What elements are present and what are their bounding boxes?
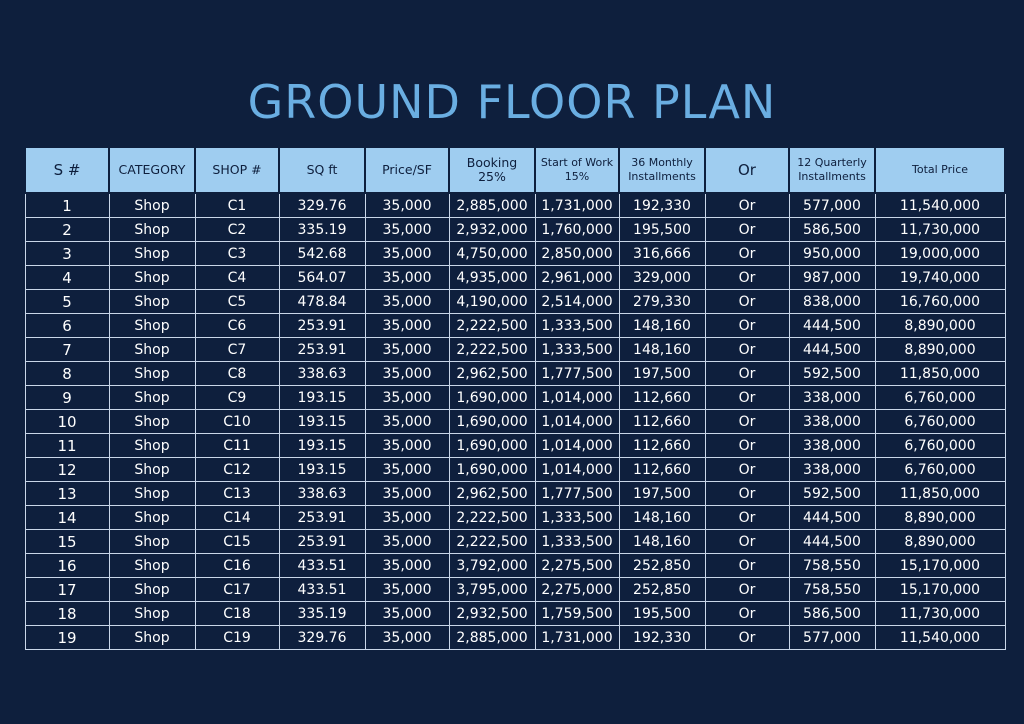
shop-cell: C4: [195, 266, 279, 290]
quarterly-installment-cell: 838,000: [789, 290, 875, 314]
start-of-work-cell: 1,014,000: [535, 386, 619, 410]
booking-cell: 4,935,000: [449, 266, 535, 290]
booking-cell: 2,885,000: [449, 626, 535, 650]
price-sf-cell: 35,000: [365, 338, 449, 362]
price-sf-cell: 35,000: [365, 578, 449, 602]
serial-cell: 13: [25, 482, 109, 506]
quarterly-installment-cell: 592,500: [789, 362, 875, 386]
quarterly-installment-cell: 577,000: [789, 193, 875, 218]
total-price-cell: 11,540,000: [875, 193, 1005, 218]
monthly-installment-cell: 195,500: [619, 602, 705, 626]
column-header-or: Or: [705, 147, 789, 193]
shop-cell: C10: [195, 410, 279, 434]
sqft-cell: 193.15: [279, 386, 365, 410]
or-cell: Or: [705, 242, 789, 266]
category-cell: Shop: [109, 530, 195, 554]
table-row: [25, 482, 1005, 506]
start-of-work-cell: 1,731,000: [535, 193, 619, 218]
price-sf-cell: 35,000: [365, 506, 449, 530]
or-cell: Or: [705, 362, 789, 386]
total-price-cell: 11,850,000: [875, 362, 1005, 386]
quarterly-installment-cell: 758,550: [789, 554, 875, 578]
category-cell: Shop: [109, 458, 195, 482]
monthly-installment-cell: 252,850: [619, 554, 705, 578]
or-cell: Or: [705, 290, 789, 314]
or-cell: Or: [705, 530, 789, 554]
serial-cell: 17: [25, 578, 109, 602]
sqft-cell: 433.51: [279, 578, 365, 602]
category-cell: Shop: [109, 410, 195, 434]
table-row: [25, 410, 1005, 434]
table-row: [25, 554, 1005, 578]
sqft-cell: 329.76: [279, 193, 365, 218]
sqft-cell: 564.07: [279, 266, 365, 290]
serial-cell: 19: [25, 626, 109, 650]
table-row: [25, 386, 1005, 410]
monthly-installment-cell: 112,660: [619, 458, 705, 482]
sqft-cell: 193.15: [279, 410, 365, 434]
serial-cell: 6: [25, 314, 109, 338]
sqft-cell: 433.51: [279, 554, 365, 578]
price-sf-cell: 35,000: [365, 362, 449, 386]
serial-cell: 8: [25, 362, 109, 386]
table-row: [25, 242, 1005, 266]
total-price-cell: 19,740,000: [875, 266, 1005, 290]
booking-cell: 1,690,000: [449, 434, 535, 458]
total-price-cell: 6,760,000: [875, 458, 1005, 482]
monthly-installment-cell: 112,660: [619, 410, 705, 434]
category-cell: Shop: [109, 362, 195, 386]
booking-cell: 2,222,500: [449, 338, 535, 362]
serial-cell: 14: [25, 506, 109, 530]
column-header-shop: SHOP #: [195, 147, 279, 193]
serial-cell: 18: [25, 602, 109, 626]
start-of-work-cell: 2,275,000: [535, 578, 619, 602]
or-cell: Or: [705, 482, 789, 506]
serial-cell: 1: [25, 193, 109, 218]
category-cell: Shop: [109, 314, 195, 338]
start-of-work-cell: 1,014,000: [535, 410, 619, 434]
total-price-cell: 8,890,000: [875, 506, 1005, 530]
shop-cell: C3: [195, 242, 279, 266]
booking-cell: 2,222,500: [449, 530, 535, 554]
booking-cell: 1,690,000: [449, 386, 535, 410]
table-row: [25, 578, 1005, 602]
sqft-cell: 335.19: [279, 602, 365, 626]
start-of-work-cell: 1,014,000: [535, 434, 619, 458]
shop-cell: C5: [195, 290, 279, 314]
monthly-installment-cell: 279,330: [619, 290, 705, 314]
serial-cell: 2: [25, 218, 109, 242]
price-sf-cell: 35,000: [365, 218, 449, 242]
total-price-cell: 15,170,000: [875, 554, 1005, 578]
monthly-installment-cell: 148,160: [619, 506, 705, 530]
price-sf-cell: 35,000: [365, 266, 449, 290]
start-of-work-cell: 1,777,500: [535, 362, 619, 386]
category-cell: Shop: [109, 242, 195, 266]
or-cell: Or: [705, 193, 789, 218]
price-sf-cell: 35,000: [365, 602, 449, 626]
quarterly-installment-cell: 987,000: [789, 266, 875, 290]
monthly-installment-cell: 195,500: [619, 218, 705, 242]
price-sf-cell: 35,000: [365, 290, 449, 314]
total-price-cell: 8,890,000: [875, 530, 1005, 554]
serial-cell: 5: [25, 290, 109, 314]
table-row: [25, 530, 1005, 554]
or-cell: Or: [705, 602, 789, 626]
monthly-installment-cell: 148,160: [619, 314, 705, 338]
shop-cell: C14: [195, 506, 279, 530]
booking-cell: 2,962,500: [449, 482, 535, 506]
column-header-sqft: SQ ft: [279, 147, 365, 193]
booking-cell: 2,962,500: [449, 362, 535, 386]
shop-cell: C13: [195, 482, 279, 506]
start-of-work-cell: 2,275,500: [535, 554, 619, 578]
category-cell: Shop: [109, 602, 195, 626]
monthly-installment-cell: 112,660: [619, 386, 705, 410]
shop-cell: C1: [195, 193, 279, 218]
category-cell: Shop: [109, 434, 195, 458]
price-sf-cell: 35,000: [365, 193, 449, 218]
category-cell: Shop: [109, 193, 195, 218]
monthly-installment-cell: 112,660: [619, 434, 705, 458]
table-row: [25, 362, 1005, 386]
price-sf-cell: 35,000: [365, 434, 449, 458]
monthly-installment-cell: 252,850: [619, 578, 705, 602]
quarterly-installment-cell: 444,500: [789, 338, 875, 362]
quarterly-installment-cell: 444,500: [789, 530, 875, 554]
table-row: [25, 218, 1005, 242]
price-sf-cell: 35,000: [365, 530, 449, 554]
or-cell: Or: [705, 434, 789, 458]
booking-cell: 1,690,000: [449, 410, 535, 434]
sqft-cell: 193.15: [279, 458, 365, 482]
booking-cell: 2,222,500: [449, 314, 535, 338]
serial-cell: 10: [25, 410, 109, 434]
total-price-cell: 11,850,000: [875, 482, 1005, 506]
column-header-total-price: Total Price: [875, 147, 1005, 193]
sqft-cell: 253.91: [279, 530, 365, 554]
price-sf-cell: 35,000: [365, 554, 449, 578]
start-of-work-cell: 1,333,500: [535, 314, 619, 338]
serial-cell: 7: [25, 338, 109, 362]
price-sf-cell: 35,000: [365, 458, 449, 482]
table-body: [25, 193, 1005, 650]
monthly-installment-cell: 316,666: [619, 242, 705, 266]
column-header-serial: S #: [25, 147, 109, 193]
monthly-installment-cell: 192,330: [619, 626, 705, 650]
or-cell: Or: [705, 458, 789, 482]
page-title: GROUND FLOOR PLAN: [247, 75, 777, 129]
quarterly-installment-cell: 950,000: [789, 242, 875, 266]
total-price-cell: 16,760,000: [875, 290, 1005, 314]
start-of-work-cell: 1,333,500: [535, 338, 619, 362]
total-price-cell: 11,730,000: [875, 218, 1005, 242]
booking-cell: 4,750,000: [449, 242, 535, 266]
total-price-cell: 11,540,000: [875, 626, 1005, 650]
quarterly-installment-cell: 444,500: [789, 506, 875, 530]
shop-cell: C9: [195, 386, 279, 410]
monthly-installment-cell: 148,160: [619, 530, 705, 554]
sqft-cell: 253.91: [279, 506, 365, 530]
price-sf-cell: 35,000: [365, 626, 449, 650]
or-cell: Or: [705, 338, 789, 362]
category-cell: Shop: [109, 386, 195, 410]
shop-cell: C12: [195, 458, 279, 482]
sqft-cell: 478.84: [279, 290, 365, 314]
or-cell: Or: [705, 266, 789, 290]
total-price-cell: 6,760,000: [875, 386, 1005, 410]
serial-cell: 16: [25, 554, 109, 578]
price-sf-cell: 35,000: [365, 242, 449, 266]
booking-cell: 2,222,500: [449, 506, 535, 530]
column-header-price-sf: Price/SF: [365, 147, 449, 193]
category-cell: Shop: [109, 626, 195, 650]
sqft-cell: 338.63: [279, 362, 365, 386]
or-cell: Or: [705, 314, 789, 338]
table-row: [25, 434, 1005, 458]
or-cell: Or: [705, 506, 789, 530]
category-cell: Shop: [109, 482, 195, 506]
sqft-cell: 193.15: [279, 434, 365, 458]
quarterly-installment-cell: 586,500: [789, 602, 875, 626]
table-row: [25, 193, 1005, 218]
table-row: [25, 338, 1005, 362]
or-cell: Or: [705, 410, 789, 434]
sqft-cell: 329.76: [279, 626, 365, 650]
shop-cell: C18: [195, 602, 279, 626]
quarterly-installment-cell: 577,000: [789, 626, 875, 650]
category-cell: Shop: [109, 218, 195, 242]
sqft-cell: 338.63: [279, 482, 365, 506]
category-cell: Shop: [109, 554, 195, 578]
price-sf-cell: 35,000: [365, 482, 449, 506]
total-price-cell: 6,760,000: [875, 434, 1005, 458]
total-price-cell: 8,890,000: [875, 338, 1005, 362]
monthly-installment-cell: 197,500: [619, 482, 705, 506]
booking-cell: 2,932,000: [449, 218, 535, 242]
start-of-work-cell: 1,759,500: [535, 602, 619, 626]
price-table: [24, 146, 1006, 650]
shop-cell: C16: [195, 554, 279, 578]
category-cell: Shop: [109, 578, 195, 602]
quarterly-installment-cell: 586,500: [789, 218, 875, 242]
sqft-cell: 253.91: [279, 314, 365, 338]
shop-cell: C7: [195, 338, 279, 362]
category-cell: Shop: [109, 266, 195, 290]
booking-cell: 4,190,000: [449, 290, 535, 314]
start-of-work-cell: 1,731,000: [535, 626, 619, 650]
table-row: [25, 506, 1005, 530]
header-row: [25, 147, 1005, 193]
serial-cell: 4: [25, 266, 109, 290]
or-cell: Or: [705, 578, 789, 602]
quarterly-installment-cell: 758,550: [789, 578, 875, 602]
start-of-work-cell: 1,014,000: [535, 458, 619, 482]
shop-cell: C8: [195, 362, 279, 386]
column-header-booking: Booking 25%: [449, 147, 535, 193]
table-row: [25, 290, 1005, 314]
quarterly-installment-cell: 444,500: [789, 314, 875, 338]
category-cell: Shop: [109, 506, 195, 530]
monthly-installment-cell: 192,330: [619, 193, 705, 218]
table-row: [25, 314, 1005, 338]
serial-cell: 12: [25, 458, 109, 482]
price-sf-cell: 35,000: [365, 410, 449, 434]
booking-cell: 3,795,000: [449, 578, 535, 602]
or-cell: Or: [705, 554, 789, 578]
or-cell: Or: [705, 626, 789, 650]
quarterly-installment-cell: 338,000: [789, 458, 875, 482]
column-header-category: CATEGORY: [109, 147, 195, 193]
quarterly-installment-cell: 338,000: [789, 386, 875, 410]
shop-cell: C19: [195, 626, 279, 650]
shop-cell: C15: [195, 530, 279, 554]
start-of-work-cell: 2,850,000: [535, 242, 619, 266]
monthly-installment-cell: 148,160: [619, 338, 705, 362]
quarterly-installment-cell: 338,000: [789, 434, 875, 458]
sqft-cell: 253.91: [279, 338, 365, 362]
sqft-cell: 335.19: [279, 218, 365, 242]
price-sf-cell: 35,000: [365, 386, 449, 410]
category-cell: Shop: [109, 338, 195, 362]
sqft-cell: 542.68: [279, 242, 365, 266]
or-cell: Or: [705, 218, 789, 242]
start-of-work-cell: 1,760,000: [535, 218, 619, 242]
price-sf-cell: 35,000: [365, 314, 449, 338]
total-price-cell: 19,000,000: [875, 242, 1005, 266]
start-of-work-cell: 1,777,500: [535, 482, 619, 506]
quarterly-installment-cell: 338,000: [789, 410, 875, 434]
serial-cell: 3: [25, 242, 109, 266]
column-header-quarterly: 12 Quarterly Installments: [789, 147, 875, 193]
serial-cell: 15: [25, 530, 109, 554]
monthly-installment-cell: 197,500: [619, 362, 705, 386]
table-row: [25, 266, 1005, 290]
total-price-cell: 15,170,000: [875, 578, 1005, 602]
category-cell: Shop: [109, 290, 195, 314]
total-price-cell: 6,760,000: [875, 410, 1005, 434]
booking-cell: 2,932,500: [449, 602, 535, 626]
serial-cell: 11: [25, 434, 109, 458]
total-price-cell: 8,890,000: [875, 314, 1005, 338]
booking-cell: 3,792,000: [449, 554, 535, 578]
or-cell: Or: [705, 386, 789, 410]
monthly-installment-cell: 329,000: [619, 266, 705, 290]
shop-cell: C17: [195, 578, 279, 602]
start-of-work-cell: 2,514,000: [535, 290, 619, 314]
table-row: [25, 458, 1005, 482]
start-of-work-cell: 2,961,000: [535, 266, 619, 290]
column-header-monthly: 36 Monthly Installments: [619, 147, 705, 193]
booking-cell: 2,885,000: [449, 193, 535, 218]
start-of-work-cell: 1,333,500: [535, 506, 619, 530]
shop-cell: C11: [195, 434, 279, 458]
table-row: [25, 602, 1005, 626]
booking-cell: 1,690,000: [449, 458, 535, 482]
column-header-start-of-work: Start of Work 15%: [535, 147, 619, 193]
table-row: [25, 626, 1005, 650]
serial-cell: 9: [25, 386, 109, 410]
start-of-work-cell: 1,333,500: [535, 530, 619, 554]
quarterly-installment-cell: 592,500: [789, 482, 875, 506]
shop-cell: C2: [195, 218, 279, 242]
shop-cell: C6: [195, 314, 279, 338]
total-price-cell: 11,730,000: [875, 602, 1005, 626]
